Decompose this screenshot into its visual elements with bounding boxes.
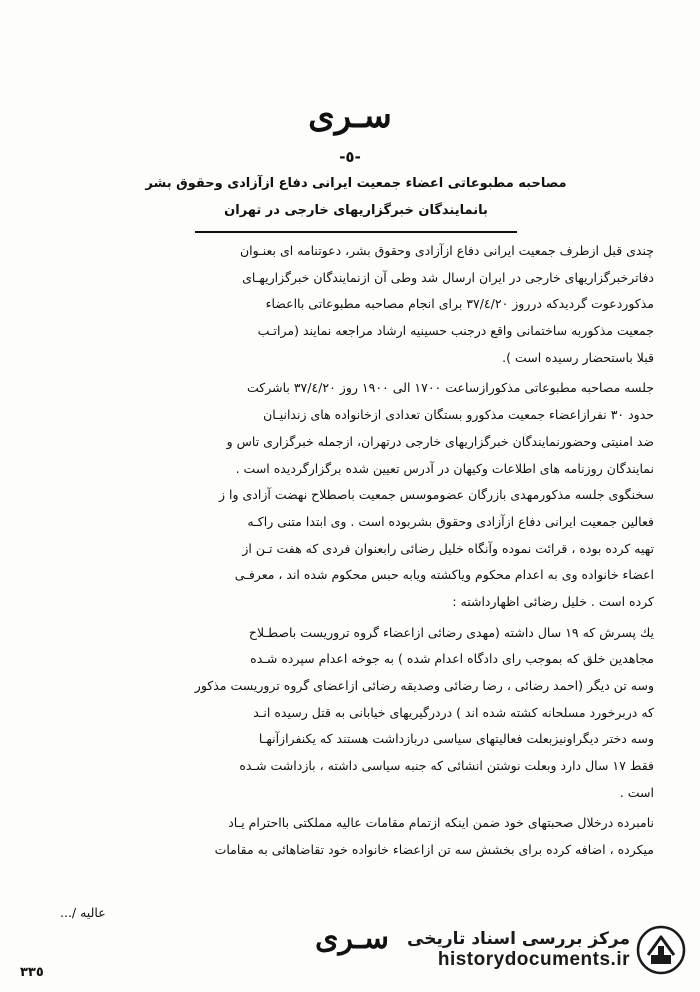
paragraph-2	[62, 375, 654, 615]
text-line: ميكرده ، اضافه كرده براى بخشش سه تن ازاعضاء خانواده خود تقاضاهائى به مقامات	[214, 842, 654, 858]
text-line: نمايندگان روزنامه هاى اطلاعات وكيهان در آدرس تعيين شده برگزارگرديده است .	[235, 460, 654, 476]
text-line: فعالين جمعيت ايرانى دفاع ازآزادى وحقوق بشربوده است . وى ابتدا متنى راكـه	[247, 513, 654, 529]
text-line: نامبرده درخلال صحبتهاى خود ضمن اينكه ازتمام مقامات عاليه مملكتى بااحترام يـاد	[228, 815, 654, 831]
text-line: سخنگوى جلسه مذكورمهدى بازرگان عضوموسس جمعيت باصطلاح نهضت آزادى وا ز	[219, 487, 654, 503]
document-heading-line-2: بانمايندگان خبرگزاريهاى خارجى در تهران	[224, 203, 488, 218]
page-number: ٣٣٥	[20, 965, 44, 980]
paragraph-4	[62, 810, 654, 863]
classification-stamp-top: سـرى	[308, 96, 392, 136]
text-line: فقط ١٧ سال دارد وبعلت نوشتن انشائى كه جنبه سياسى داشته ، بازداشت شـده	[239, 758, 654, 774]
text-line: است .	[619, 784, 654, 800]
paragraph-3	[62, 620, 654, 807]
watermark-name: مرکز بررسی اسناد تاریخی	[407, 929, 630, 949]
text-line: جمعيت مذكوربه ساختمانى واقع درجنب حسينيه ارشاد مراجعه نمايند (مراتـب	[257, 323, 654, 339]
text-line: تهيه كرده بوده ، قرائت نموده وآنگاه خليل رضائى رابعنوان فردى كه هفت تـن از	[242, 540, 654, 556]
closing-continuation: عاليه /...	[60, 905, 106, 920]
heading-underline	[195, 231, 517, 233]
text-line: مذكوردعوت گرديدكه درروز ٣٧/٤/٢٠ براى انجام مصاحبه مطبوعاتى بااعضاء	[265, 296, 654, 312]
text-line: وسه دختر ديگراونيزبعلت فعاليتهاى سياسى دربازداشت هستند كه يكنفرازآنهـا	[258, 731, 654, 747]
text-line: دفاترخبرگزاريهاى خارجى در ايران ارسال شد وطى آن ازنمايندگان خبرگزاريهـاى	[242, 269, 654, 285]
archive-watermark	[386, 920, 686, 980]
text-line: جلسه مصاحبه مطبوعاتى مذكورازساعت ١٧٠٠ الى ١٩٠٠ روز ٣٧/٤/٢٠ باشركت	[246, 380, 654, 396]
watermark-text	[407, 929, 630, 971]
document-heading-line-1: مصاحبه مطبوعاتى اعضاء جمعيت ايرانى دفاع ازآزادى وحقوق بشر	[145, 176, 567, 191]
text-line: مجاهدين خلق كه بموجب راى دادگاه اعدام شده ) به جوخه اعدام سپرده شـده	[250, 651, 654, 667]
text-line: اعضاء خانواده وى به اعدام محكوم وياكشته ويابه حبس محكوم شده اند ، معرفـى	[234, 567, 654, 583]
text-line: يك پسرش كه ١٩ سال داشته (مهدى رضائى ازاعضاء گروه تروريست باصطـلاح	[248, 624, 654, 640]
document-number: -٥-	[339, 148, 361, 166]
document-body	[62, 238, 654, 864]
archive-logo-icon	[636, 925, 686, 975]
text-line: چندى قبل ازطرف جمعيت ايرانى دفاع ازآزادى وحقوق بشر، دعوتنامه اى بعنـوان	[239, 243, 654, 258]
watermark-url: historydocuments.ir	[437, 949, 630, 970]
text-line: ضد امنيتى وحضورنمايندگان خبرگزاريهاى خارجى درتهران، ازجمله خبرگزارى تاس و	[226, 433, 654, 449]
classification-stamp-bottom: سـرى	[315, 921, 389, 956]
text-line: كرده است . خليل رضائى اظهارداشته :	[452, 593, 654, 609]
text-line: وسه تن ديگر (احمد رضائى ، رضا رضائى وصديقه رضائى ازاعضاى گروه تروريست مذكور	[194, 678, 654, 693]
text-line: حدود ٣٠ نفرازاعضاء جمعيت مذكورو بستگان تعدادى ازخانواده هاى زندانيـان	[263, 407, 654, 423]
text-line: قبلا باستحضار رسيده است ).	[502, 349, 654, 365]
text-line: كه دربرخورد مسلحانه كشته شده اند ) دردرگيريهاى خيابانى به قتل رسيده انـد	[253, 704, 654, 720]
paragraph-1	[62, 238, 654, 371]
